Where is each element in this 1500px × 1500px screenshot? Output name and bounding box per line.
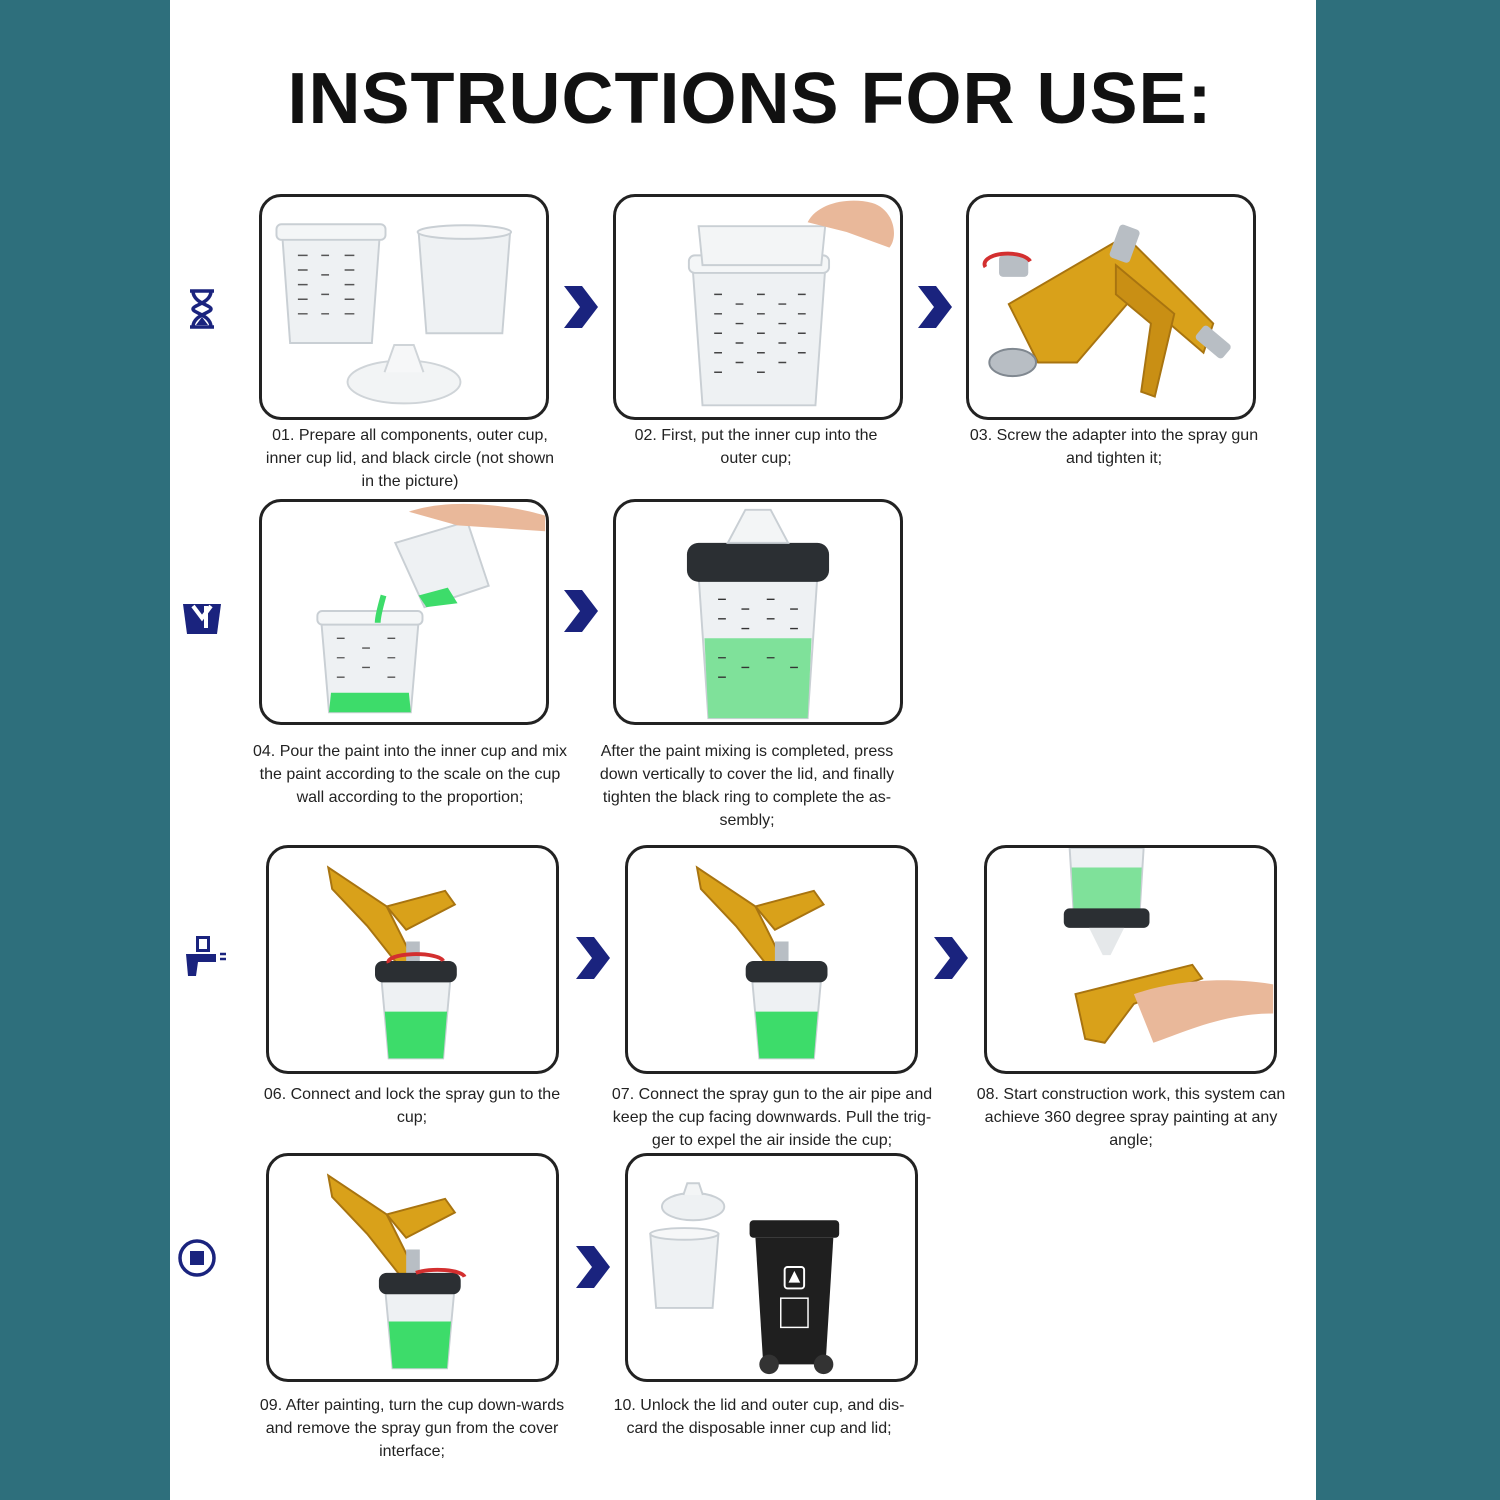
step-07-caption: 07. Connect the spray gun to the air pipe and keep the cup facing downwards. Pull the trig-ger to expel the air inside the cup;: [611, 1086, 933, 1149]
step-05-caption: After the paint mixing is completed, press down vertically to cover the lid, and finally tighten the black ring to complete the as-sembly;: [599, 743, 895, 829]
step-08-image: [984, 845, 1277, 1074]
step-01-caption: 01. Prepare all components, outer cup, inner cup lid, and black circle (not shown in the picture): [265, 427, 555, 490]
page-title: INSTRUCTIONS FOR USE:: [287, 59, 1213, 139]
chevron-right-icon: [572, 1244, 612, 1290]
step-01-image: [259, 194, 549, 420]
chevron-right-icon: [560, 588, 600, 634]
step-10-image: [625, 1153, 918, 1382]
step-03-image: [966, 194, 1256, 420]
step-02-image: [613, 194, 903, 420]
step-06-image: [266, 845, 559, 1074]
chevron-right-icon: [560, 284, 600, 330]
chevron-right-icon: [930, 935, 970, 981]
step-05-image: [613, 499, 903, 725]
hourglass-icon: [180, 287, 224, 331]
stop-circle-icon: [175, 1236, 219, 1280]
step-02-caption: 02. First, put the inner cup into the outer cup;: [634, 427, 878, 467]
step-07-image: [625, 845, 918, 1074]
step-08-caption: 08. Start construction work, this system can achieve 360 degree spray painting at any angle;: [976, 1086, 1286, 1149]
spray-gun-icon: [184, 934, 228, 978]
chevron-right-icon: [572, 935, 612, 981]
step-04-image: [259, 499, 549, 725]
step-06-caption: 06. Connect and lock the spray gun to the cup;: [263, 1086, 561, 1126]
step-09-caption: 09. After painting, turn the cup down-wards and remove the spray gun from the cover interface;: [259, 1397, 565, 1460]
paint-bucket-icon: [180, 598, 224, 642]
step-10-caption: 10. Unlock the lid and outer cup, and dis-card the disposable inner cup and lid;: [613, 1397, 905, 1437]
step-04-caption: 04. Pour the paint into the inner cup and mix the paint according to the scale on the cup wall according to the proportion;: [253, 743, 567, 806]
step-09-image: [266, 1153, 559, 1382]
step-03-caption: 03. Screw the adapter into the spray gun and tighten it;: [969, 427, 1259, 467]
chevron-right-icon: [914, 284, 954, 330]
